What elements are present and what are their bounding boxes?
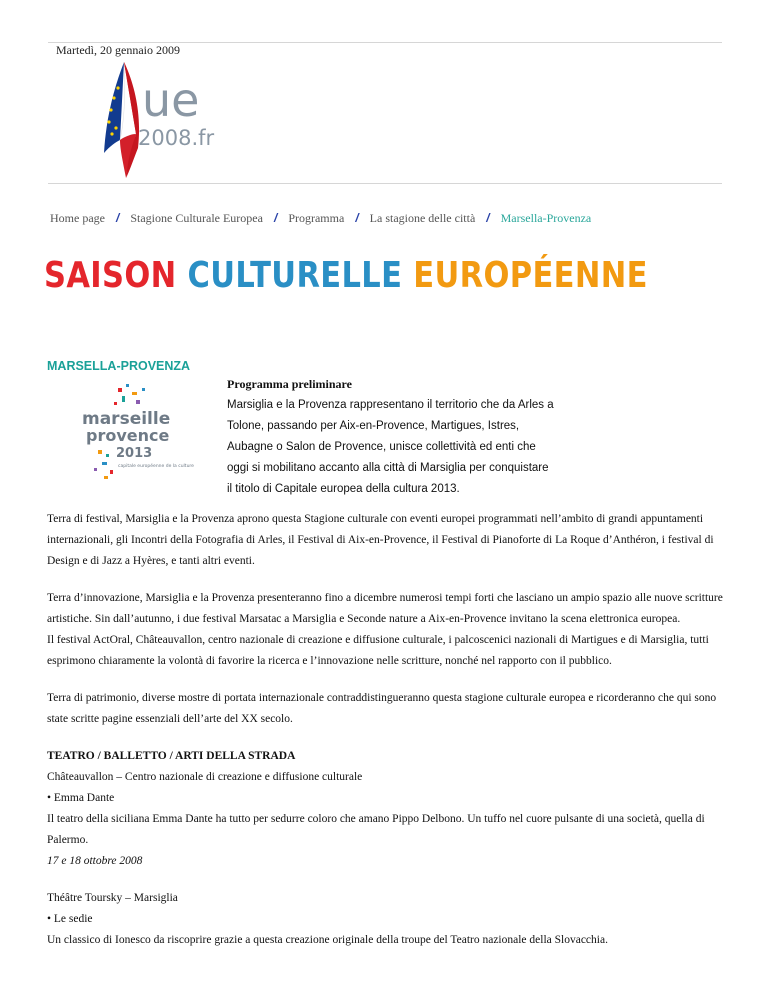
intro-title: Programma preliminare xyxy=(227,377,352,391)
breadcrumb-cultural-season[interactable]: Stagione Culturale Europea xyxy=(130,211,263,225)
breadcrumb-separator: / xyxy=(355,211,359,225)
banner-word-culturelle: CULTURELLE xyxy=(187,255,403,296)
mp2013-logo-icon xyxy=(76,380,194,485)
breadcrumb-separator: / xyxy=(115,211,120,225)
section-title: MARSELLA-PROVENZA xyxy=(47,359,191,373)
venue-name: Châteauvallon – Centro nazionale di creazione e diffusione culturale xyxy=(47,771,363,783)
intro-line: Tolone, passando per Aix-en-Provence, Martigues, Istres, xyxy=(227,420,520,432)
flag-logo-icon xyxy=(92,58,222,188)
svg-text:marseille: marseille xyxy=(82,409,171,429)
intro-line: il titolo di Capitale europea della cultura 2013. xyxy=(227,483,460,495)
venue-name: Théâtre Toursky – Marsiglia xyxy=(47,892,178,904)
section-heading: TEATRO / BALLETTO / ARTI DELLA STRADA xyxy=(47,750,296,762)
breadcrumb xyxy=(50,211,591,226)
svg-text:provence: provence xyxy=(86,426,170,445)
intro-block xyxy=(227,374,557,500)
breadcrumb-city-season[interactable]: La stagione delle città xyxy=(369,211,476,225)
marseille-provence-2013-logo xyxy=(76,380,194,485)
paragraph-innovation: Terra d’innovazione, Marsiglia e la Provenza presenteranno fino a dicembre numerosi tempi forti che lasciano un ampio spazio alle nuove scritture artistiche. Sin dall’autunno, i due festival Marsatac a Marsiglia e Seconde nature a Aix-en-Provence invitano la scena elettronica europea. xyxy=(47,592,723,625)
event-title: • Emma Dante xyxy=(47,792,115,804)
svg-text:ue: ue xyxy=(142,73,200,127)
article-body xyxy=(47,509,727,951)
event-description: Un classico di Ionesco da riscoprire grazie a questa creazione originale della troupe del Teatro nazionale della Slovacchia. xyxy=(47,934,608,946)
event-title: • Le sedie xyxy=(47,913,93,925)
banner-word-europeenne: EUROPÉENNE xyxy=(413,255,648,296)
header-rule xyxy=(48,183,722,184)
intro-line: Aubagne o Salon de Provence, unisce collettività ed enti che xyxy=(227,441,536,453)
breadcrumb-separator: / xyxy=(486,211,490,225)
svg-text:2008.fr: 2008.fr xyxy=(138,126,215,150)
event-date: 17 e 18 ottobre 2008 xyxy=(47,855,143,867)
paragraph-innovation-continued: Il festival ActOral, Châteauvallon, centro nazionale di creazione e diffusione culturale, i palcoscenici nazionali di Martigues e di Marsiglia, tutti esprimono chiaramente la volontà di favorire la ricerca e l’innovazione nelle scritture, nonché nel rapporto con il pubblico. xyxy=(47,634,709,667)
date-label: Martedì, 20 gennaio 2009 xyxy=(56,43,180,57)
ue2008-logo[interactable] xyxy=(92,58,222,188)
breadcrumb-separator: / xyxy=(273,211,278,225)
intro-line: oggi si mobilitano accanto alla città di Marsiglia per conquistare xyxy=(227,462,549,474)
breadcrumb-program[interactable]: Programma xyxy=(288,211,345,225)
svg-text:2013: 2013 xyxy=(116,446,153,461)
breadcrumb-home[interactable]: Home page xyxy=(50,211,105,225)
banner-word-saison: SAISON xyxy=(44,255,177,296)
paragraph-heritage: Terra di patrimonio, diverse mostre di portata internazionale contraddistingueranno questa stagione culturale europea e ricorderanno che qui sono state scritte pagine essenziali dell’arte del XX secolo. xyxy=(47,692,717,725)
intro-line: Marsiglia e la Provenza rappresentano il territorio che da Arles a xyxy=(227,399,554,411)
event-description: Il teatro della siciliana Emma Dante ha tutto per sedurre coloro che amano Pippo Delbono. Un tuffo nel cuore pulsante di una società, quella di Palermo. xyxy=(47,813,705,846)
season-banner xyxy=(44,255,648,296)
paragraph-festivals: Terra di festival, Marsiglia e la Provenza aprono questa Stagione culturale con eventi europei programmati nell’ambito di grandi appuntamenti internazionali, gli Incontri della Fotografia di Arles, il Festival di Aix-en-Provence, il Festival di Pianoforte di La Roque d’Anthéron, i festival di Design e di Jazz a Hyères, e tanti altri eventi. xyxy=(47,513,714,567)
breadcrumb-current: Marsella-Provenza xyxy=(500,211,592,225)
svg-text:capitale européenne de la cult: capitale européenne de la culture xyxy=(118,464,194,469)
